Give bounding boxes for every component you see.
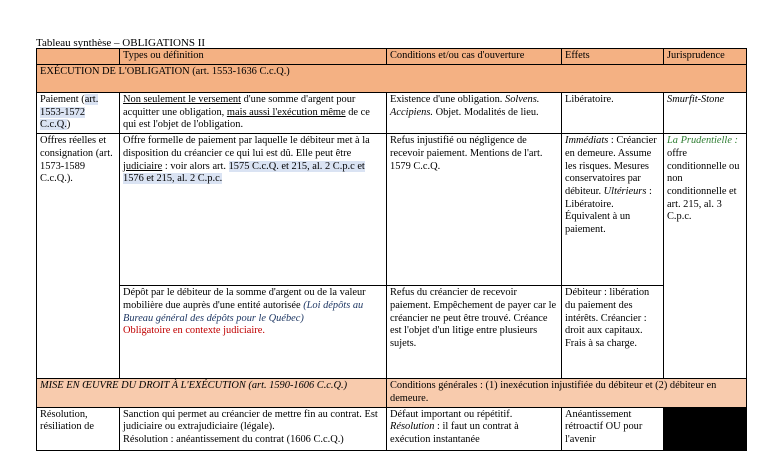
synthesis-table	[36, 48, 747, 451]
article-ref: art. 1553-1572 C.c.Q.	[40, 94, 99, 131]
table-row-offres	[37, 134, 747, 286]
table-row-depot	[37, 286, 747, 379]
section-row-execution	[37, 65, 747, 93]
document-title: Tableau synthèse – OBLIGATIONS II	[36, 37, 206, 49]
cell-conditions-resolution: Défaut important ou répétitif. Résolution : il faut un contrat à exécution instantanée	[387, 407, 562, 450]
cell-effets-paiement: Libératoire.	[562, 93, 664, 134]
header-cell-conditions: Conditions et/ou cas d'ouverture	[387, 49, 562, 65]
cell-conditions-offres: Refus injustifié ou négligence de recevoir paiement. Mentions de l'art. 1579 C.c.Q.	[387, 134, 562, 286]
cell-label-resolution: Résolution, résiliation de	[37, 407, 120, 450]
section-row-mise-en-oeuvre	[37, 379, 747, 407]
table-row-paiement	[37, 93, 747, 134]
cell-label-offres: Offres réelles et consignation (art. 1573-1589 C.c.Q.).	[37, 134, 120, 379]
cell-juris-resolution	[664, 407, 747, 450]
section-title-mise: MISE EN ŒUVRE DU DROIT À L'EXÉCUTION (art. 1590-1606 C.c.Q.)	[37, 379, 387, 407]
section-conditions-mise: Conditions générales : (1) inexécution injustifiée du débiteur et (2) débiteur en demeure.	[387, 379, 747, 407]
header-cell-types: Types ou définition	[120, 49, 387, 65]
header-cell-label	[37, 49, 120, 65]
cell-conditions-depot: Refus du créancier de recevoir paiement. Empêchement de payer car le créancier ne peut être trouvé. Créance est l'objet d'un litige entre plusieurs sujets.	[387, 286, 562, 379]
cell-effets-resolution: Anéantissement rétroactif OU pour l'avenir	[562, 407, 664, 450]
cell-conditions-paiement: Existence d'une obligation. Solvens. Accipiens. Objet. Modalités de lieu.	[387, 93, 562, 134]
header-cell-effets: Effets	[562, 49, 664, 65]
cell-label-paiement: Paiement (art. 1553-1572 C.c.Q.)	[37, 93, 120, 134]
cell-type-depot: Dépôt par le débiteur de la somme d'argent ou de la valeur mobilière due auprès d'une entité autorisée (Loi dépôts au Bureau général des dépôts pour le Québec) Obligatoire en contexte judiciaire.	[120, 286, 387, 379]
section-title-execution: EXÉCUTION DE L'OBLIGATION (art. 1553-1636 C.c.Q.)	[37, 65, 747, 93]
cell-type-paiement: Non seulement le versement d'une somme d'argent pour acquitter une obligation, mais aussi l'exécution même de ce qui est l'objet de l'obligation.	[120, 93, 387, 134]
cell-type-offres: Offre formelle de paiement par laquelle le débiteur met à la disposition du créancier ce qui lui est dû. Elle peut être judiciaire : voir alors art. 1575 C.c.Q. et 215, al. 2 C.p.c et 1576 et 215, al. 2 C.p.c.	[120, 134, 387, 286]
cell-juris-offres: La Prudentielle : offre conditionnelle ou non conditionnelle et art. 215, al. 3 C.p.c.	[664, 134, 747, 379]
header-cell-jurisprudence: Jurisprudence	[664, 49, 747, 65]
header-row	[37, 49, 747, 65]
cell-juris-paiement: Smurfit-Stone	[664, 93, 747, 134]
cell-effets-offres: Immédiats : Créancier en demeure. Assume les risques. Mesures conservatoires par débiteur. Ultérieurs : Libératoire. Équivalent à un paiement.	[562, 134, 664, 286]
cell-effets-depot: Débiteur : libération du paiement des intérêts. Créancier : droit aux capitaux. Frais à sa charge.	[562, 286, 664, 379]
cell-type-resolution: Sanction qui permet au créancier de mettre fin au contrat. Est judiciaire ou extrajudiciaire (légale). Résolution : anéantissement du contrat (1606 C.c.Q.)	[120, 407, 387, 450]
table-row-resolution	[37, 407, 747, 450]
article-ref: 1575 C.c.Q. et 215, al. 2 C.p.c et 1576 et 215, al. 2 C.p.c.	[123, 160, 365, 185]
